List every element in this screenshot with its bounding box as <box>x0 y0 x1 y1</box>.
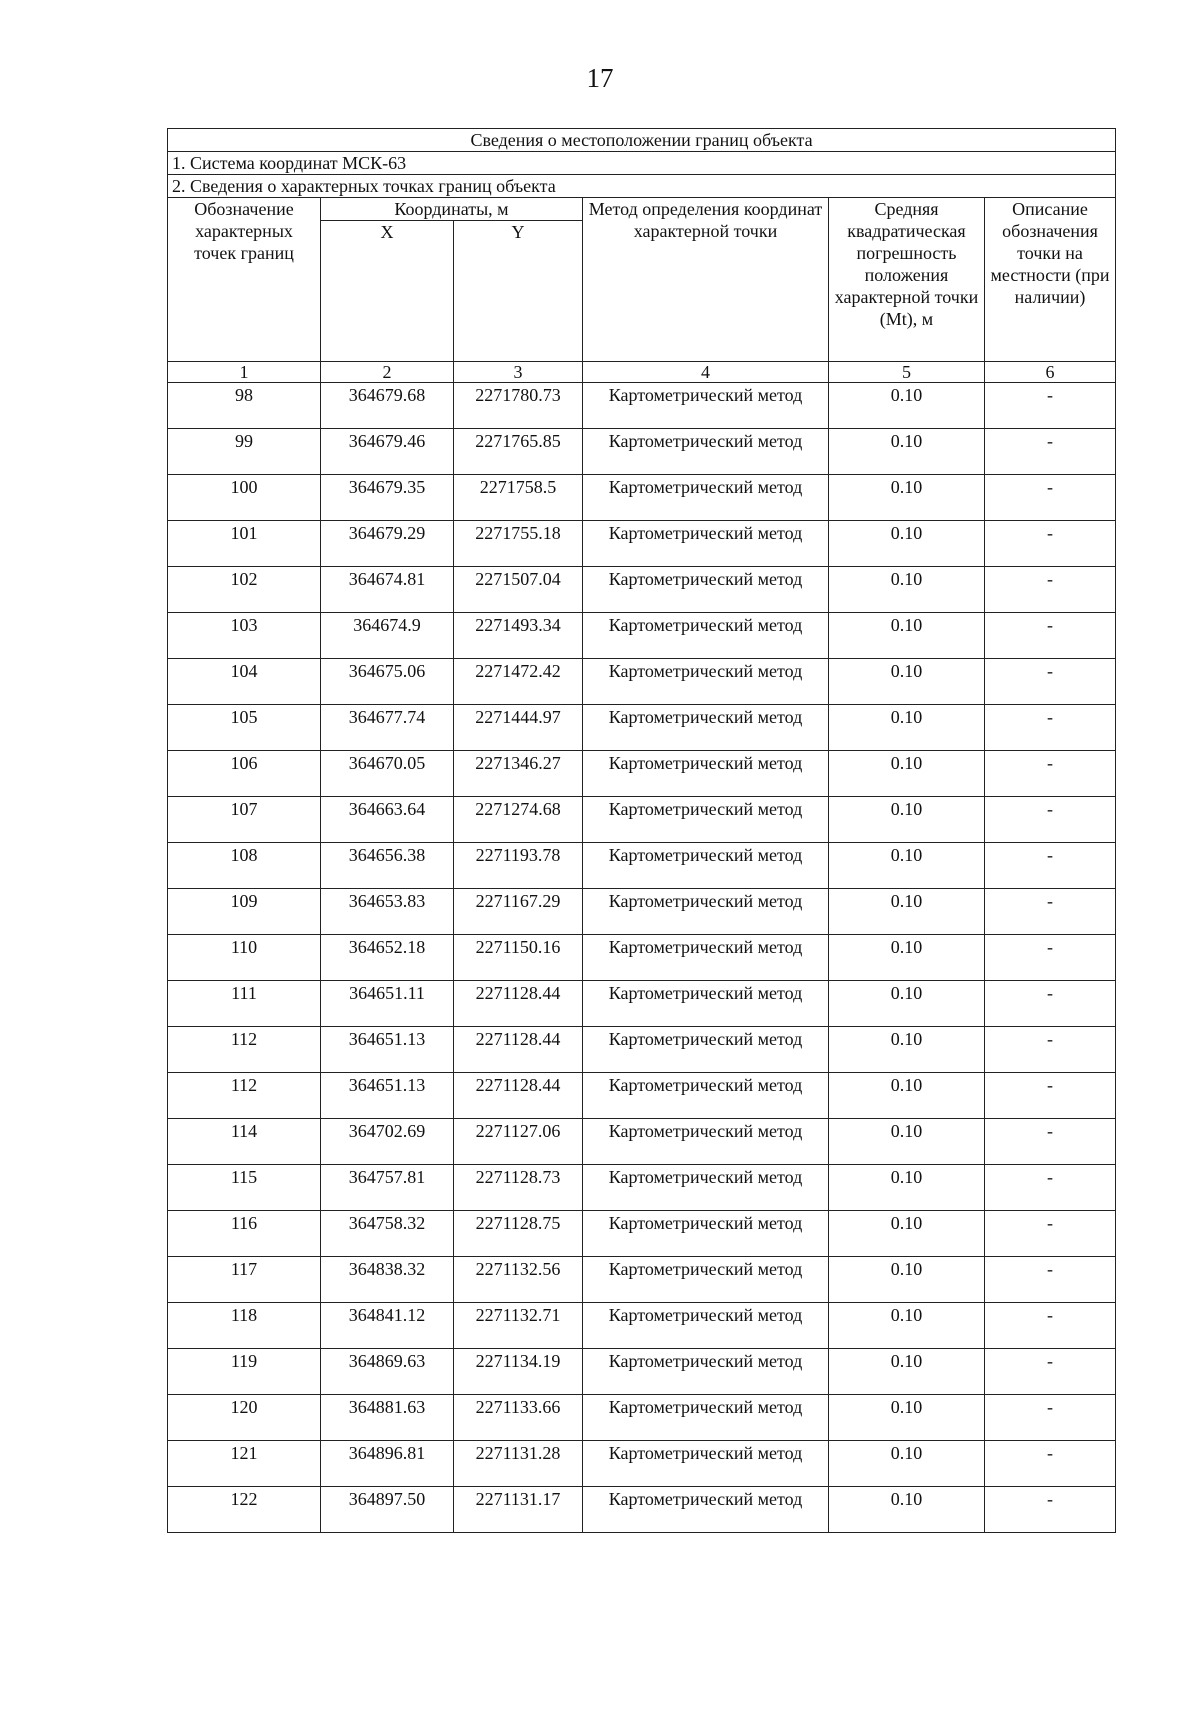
error-cell: 0.10 <box>829 475 985 521</box>
x-coordinate-cell: 364897.50 <box>321 1487 454 1533</box>
method-cell: Картометрический метод <box>583 1027 829 1073</box>
method-cell: Картометрический метод <box>583 567 829 613</box>
method-cell: Картометрический метод <box>583 981 829 1027</box>
error-cell: 0.10 <box>829 567 985 613</box>
point-cell: 99 <box>168 429 321 475</box>
table-row <box>168 475 1116 521</box>
error-cell: 0.10 <box>829 1257 985 1303</box>
point-cell: 110 <box>168 935 321 981</box>
table-row <box>168 1073 1116 1119</box>
error-cell: 0.10 <box>829 797 985 843</box>
point-cell: 108 <box>168 843 321 889</box>
method-cell: Картометрический метод <box>583 613 829 659</box>
description-cell: - <box>985 475 1116 521</box>
description-cell: - <box>985 981 1116 1027</box>
method-cell: Картометрический метод <box>583 1395 829 1441</box>
method-cell: Картометрический метод <box>583 751 829 797</box>
description-cell: - <box>985 1349 1116 1395</box>
column-number: 3 <box>454 362 583 383</box>
point-cell: 117 <box>168 1257 321 1303</box>
point-cell: 121 <box>168 1441 321 1487</box>
header-error: Средняя квадратическая погрешность положения характерной точки (Mt), м <box>829 198 985 362</box>
y-coordinate-cell: 2271128.44 <box>454 981 583 1027</box>
x-coordinate-cell: 364679.35 <box>321 475 454 521</box>
error-cell: 0.10 <box>829 1211 985 1257</box>
point-cell: 104 <box>168 659 321 705</box>
x-coordinate-cell: 364702.69 <box>321 1119 454 1165</box>
x-coordinate-cell: 364679.46 <box>321 429 454 475</box>
x-coordinate-cell: 364881.63 <box>321 1395 454 1441</box>
header-coordinates: Координаты, м <box>321 198 583 221</box>
description-cell: - <box>985 521 1116 567</box>
point-cell: 111 <box>168 981 321 1027</box>
description-cell: - <box>985 843 1116 889</box>
description-cell: - <box>985 797 1116 843</box>
table-row <box>168 1119 1116 1165</box>
table-row <box>168 1395 1116 1441</box>
point-cell: 103 <box>168 613 321 659</box>
point-cell: 115 <box>168 1165 321 1211</box>
y-coordinate-cell: 2271134.19 <box>454 1349 583 1395</box>
header-method: Метод определения координат характерной точки <box>583 198 829 362</box>
description-cell: - <box>985 1395 1116 1441</box>
table-row <box>168 981 1116 1027</box>
description-cell: - <box>985 383 1116 429</box>
description-cell: - <box>985 1487 1116 1533</box>
table-row <box>168 1257 1116 1303</box>
page-number: 17 <box>586 63 614 93</box>
description-cell: - <box>985 889 1116 935</box>
description-cell: - <box>985 751 1116 797</box>
point-cell: 114 <box>168 1119 321 1165</box>
method-cell: Картометрический метод <box>583 521 829 567</box>
point-cell: 118 <box>168 1303 321 1349</box>
y-coordinate-cell: 2271444.97 <box>454 705 583 751</box>
table-row <box>168 1211 1116 1257</box>
point-cell: 102 <box>168 567 321 613</box>
description-cell: - <box>985 1027 1116 1073</box>
x-coordinate-cell: 364679.29 <box>321 521 454 567</box>
column-number: 5 <box>829 362 985 383</box>
description-cell: - <box>985 1165 1116 1211</box>
method-cell: Картометрический метод <box>583 1303 829 1349</box>
y-coordinate-cell: 2271128.73 <box>454 1165 583 1211</box>
error-cell: 0.10 <box>829 613 985 659</box>
description-cell: - <box>985 1441 1116 1487</box>
table-row <box>168 797 1116 843</box>
method-cell: Картометрический метод <box>583 383 829 429</box>
error-cell: 0.10 <box>829 429 985 475</box>
point-cell: 120 <box>168 1395 321 1441</box>
method-cell: Картометрический метод <box>583 1119 829 1165</box>
coordinate-system: 1. Система координат МСК-63 <box>168 152 1116 175</box>
method-cell: Картометрический метод <box>583 429 829 475</box>
x-coordinate-cell: 364652.18 <box>321 935 454 981</box>
x-coordinate-cell: 364757.81 <box>321 1165 454 1211</box>
error-cell: 0.10 <box>829 1395 985 1441</box>
y-coordinate-cell: 2271127.06 <box>454 1119 583 1165</box>
boundary-points-table <box>167 128 1116 1533</box>
table-row <box>168 1165 1116 1211</box>
column-number: 4 <box>583 362 829 383</box>
x-coordinate-cell: 364674.9 <box>321 613 454 659</box>
y-coordinate-cell: 2271758.5 <box>454 475 583 521</box>
description-cell: - <box>985 705 1116 751</box>
section-heading: 2. Сведения о характерных точках границ объекта <box>168 175 1116 198</box>
error-cell: 0.10 <box>829 659 985 705</box>
description-cell: - <box>985 1257 1116 1303</box>
table-row <box>168 935 1116 981</box>
table-row <box>168 1487 1116 1533</box>
point-cell: 109 <box>168 889 321 935</box>
y-coordinate-cell: 2271346.27 <box>454 751 583 797</box>
error-cell: 0.10 <box>829 1441 985 1487</box>
description-cell: - <box>985 1073 1116 1119</box>
y-coordinate-cell: 2271167.29 <box>454 889 583 935</box>
point-cell: 101 <box>168 521 321 567</box>
x-coordinate-cell: 364841.12 <box>321 1303 454 1349</box>
point-cell: 122 <box>168 1487 321 1533</box>
y-coordinate-cell: 2271128.44 <box>454 1027 583 1073</box>
description-cell: - <box>985 429 1116 475</box>
x-coordinate-cell: 364670.05 <box>321 751 454 797</box>
error-cell: 0.10 <box>829 705 985 751</box>
y-coordinate-cell: 2271131.28 <box>454 1441 583 1487</box>
column-numbers-row <box>168 362 1116 383</box>
error-cell: 0.10 <box>829 1303 985 1349</box>
error-cell: 0.10 <box>829 751 985 797</box>
description-cell: - <box>985 567 1116 613</box>
method-cell: Картометрический метод <box>583 843 829 889</box>
x-coordinate-cell: 364679.68 <box>321 383 454 429</box>
error-cell: 0.10 <box>829 981 985 1027</box>
table-row <box>168 429 1116 475</box>
error-cell: 0.10 <box>829 889 985 935</box>
x-coordinate-cell: 364663.64 <box>321 797 454 843</box>
x-coordinate-cell: 364653.83 <box>321 889 454 935</box>
column-number: 1 <box>168 362 321 383</box>
y-coordinate-cell: 2271765.85 <box>454 429 583 475</box>
header-x: X <box>321 221 454 362</box>
table-row <box>168 521 1116 567</box>
method-cell: Картометрический метод <box>583 659 829 705</box>
point-cell: 116 <box>168 1211 321 1257</box>
description-cell: - <box>985 1211 1116 1257</box>
error-cell: 0.10 <box>829 383 985 429</box>
table-row <box>168 567 1116 613</box>
header-y: Y <box>454 221 583 362</box>
x-coordinate-cell: 364896.81 <box>321 1441 454 1487</box>
y-coordinate-cell: 2271131.17 <box>454 1487 583 1533</box>
x-coordinate-cell: 364838.32 <box>321 1257 454 1303</box>
x-coordinate-cell: 364651.13 <box>321 1027 454 1073</box>
method-cell: Картометрический метод <box>583 1349 829 1395</box>
y-coordinate-cell: 2271755.18 <box>454 521 583 567</box>
y-coordinate-cell: 2271132.71 <box>454 1303 583 1349</box>
point-cell: 98 <box>168 383 321 429</box>
error-cell: 0.10 <box>829 1027 985 1073</box>
description-cell: - <box>985 935 1116 981</box>
error-cell: 0.10 <box>829 1349 985 1395</box>
y-coordinate-cell: 2271274.68 <box>454 797 583 843</box>
table-row <box>168 613 1116 659</box>
description-cell: - <box>985 659 1116 705</box>
y-coordinate-cell: 2271128.75 <box>454 1211 583 1257</box>
header-point-designation: Обозначение характерных точек границ <box>168 198 321 362</box>
table-row <box>168 659 1116 705</box>
table-row <box>168 751 1116 797</box>
method-cell: Картометрический метод <box>583 797 829 843</box>
method-cell: Картометрический метод <box>583 1257 829 1303</box>
x-coordinate-cell: 364675.06 <box>321 659 454 705</box>
table-row <box>168 383 1116 429</box>
method-cell: Картометрический метод <box>583 1487 829 1533</box>
description-cell: - <box>985 1119 1116 1165</box>
table-row <box>168 1349 1116 1395</box>
method-cell: Картометрический метод <box>583 935 829 981</box>
description-cell: - <box>985 613 1116 659</box>
x-coordinate-cell: 364758.32 <box>321 1211 454 1257</box>
x-coordinate-cell: 364674.81 <box>321 567 454 613</box>
error-cell: 0.10 <box>829 1073 985 1119</box>
x-coordinate-cell: 364651.11 <box>321 981 454 1027</box>
table-row <box>168 1303 1116 1349</box>
error-cell: 0.10 <box>829 521 985 567</box>
point-cell: 105 <box>168 705 321 751</box>
column-number: 6 <box>985 362 1116 383</box>
error-cell: 0.10 <box>829 1487 985 1533</box>
y-coordinate-cell: 2271132.56 <box>454 1257 583 1303</box>
method-cell: Картометрический метод <box>583 1211 829 1257</box>
table-row <box>168 843 1116 889</box>
point-cell: 100 <box>168 475 321 521</box>
y-coordinate-cell: 2271128.44 <box>454 1073 583 1119</box>
y-coordinate-cell: 2271780.73 <box>454 383 583 429</box>
column-number: 2 <box>321 362 454 383</box>
error-cell: 0.10 <box>829 1165 985 1211</box>
x-coordinate-cell: 364656.38 <box>321 843 454 889</box>
method-cell: Картометрический метод <box>583 889 829 935</box>
table-title: Сведения о местоположении границ объекта <box>168 129 1116 152</box>
point-cell: 112 <box>168 1027 321 1073</box>
point-cell: 106 <box>168 751 321 797</box>
table-row <box>168 705 1116 751</box>
y-coordinate-cell: 2271133.66 <box>454 1395 583 1441</box>
method-cell: Картометрический метод <box>583 1441 829 1487</box>
y-coordinate-cell: 2271493.34 <box>454 613 583 659</box>
method-cell: Картометрический метод <box>583 475 829 521</box>
error-cell: 0.10 <box>829 1119 985 1165</box>
description-cell: - <box>985 1303 1116 1349</box>
x-coordinate-cell: 364869.63 <box>321 1349 454 1395</box>
y-coordinate-cell: 2271472.42 <box>454 659 583 705</box>
table-row <box>168 1441 1116 1487</box>
method-cell: Картометрический метод <box>583 1165 829 1211</box>
y-coordinate-cell: 2271507.04 <box>454 567 583 613</box>
table-row <box>168 1027 1116 1073</box>
y-coordinate-cell: 2271150.16 <box>454 935 583 981</box>
point-cell: 112 <box>168 1073 321 1119</box>
error-cell: 0.10 <box>829 935 985 981</box>
x-coordinate-cell: 364651.13 <box>321 1073 454 1119</box>
error-cell: 0.10 <box>829 843 985 889</box>
method-cell: Картометрический метод <box>583 1073 829 1119</box>
point-cell: 107 <box>168 797 321 843</box>
method-cell: Картометрический метод <box>583 705 829 751</box>
x-coordinate-cell: 364677.74 <box>321 705 454 751</box>
point-cell: 119 <box>168 1349 321 1395</box>
table-row <box>168 889 1116 935</box>
y-coordinate-cell: 2271193.78 <box>454 843 583 889</box>
header-description: Описание обозначения точки на местности (при наличии) <box>985 198 1116 362</box>
